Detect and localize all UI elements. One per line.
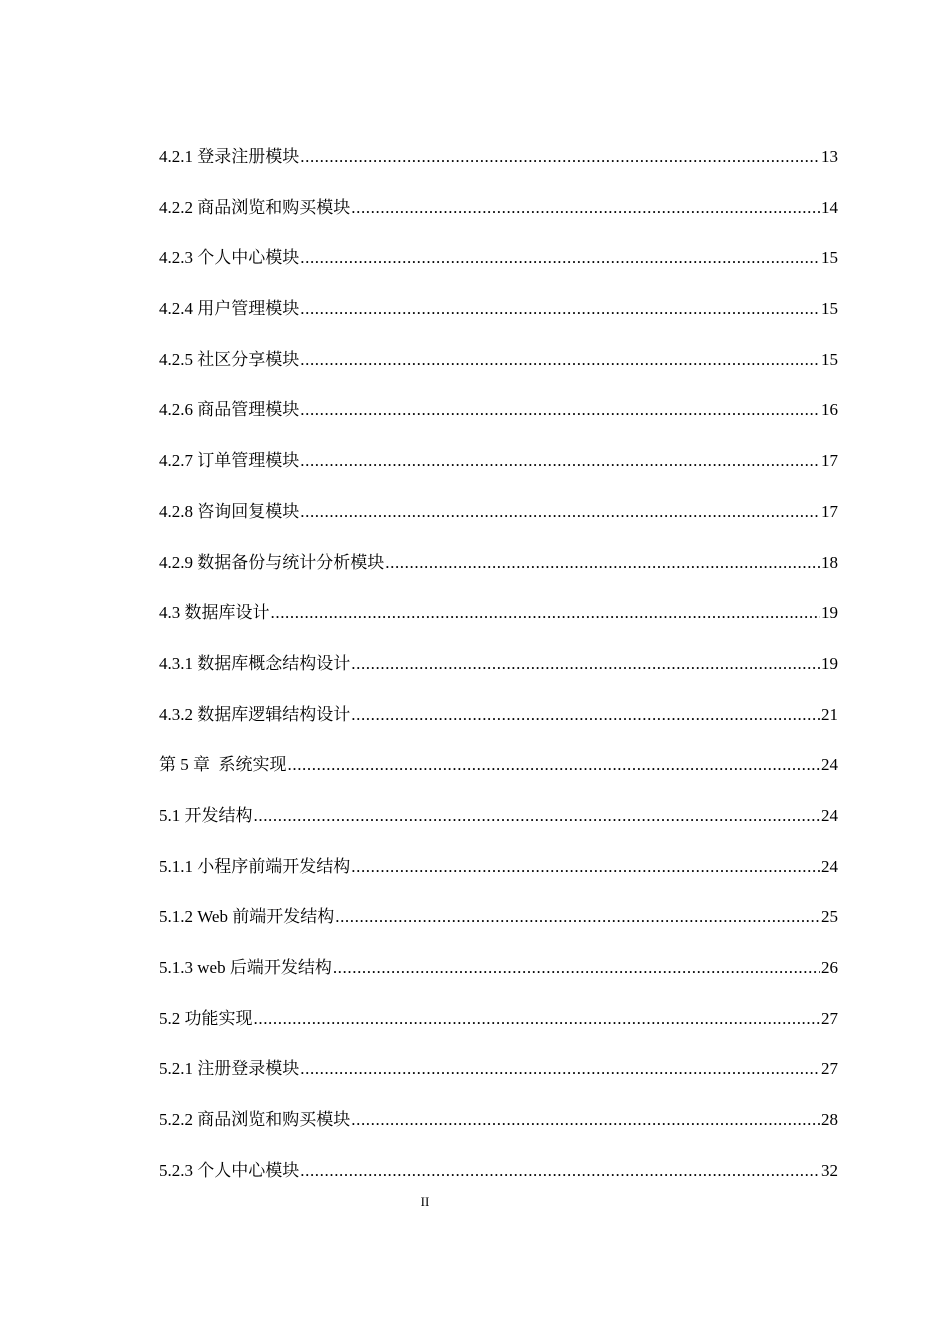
toc-dot-leader [300, 1052, 820, 1086]
toc-entry-page: 17 [821, 451, 838, 471]
toc-dot-leader [300, 343, 820, 377]
toc-entry-number: 5.2.3 [159, 1160, 198, 1180]
toc-dot-leader [351, 191, 820, 225]
toc-entry[interactable] [159, 241, 838, 292]
toc-dot-leader [254, 799, 821, 833]
toc-entry[interactable] [159, 1103, 838, 1154]
toc-entry-number: 4.2.2 [159, 197, 198, 217]
table-of-contents [159, 140, 838, 1204]
toc-entry[interactable] [159, 546, 838, 597]
toc-entry-number: 4.2.7 [159, 451, 198, 471]
toc-entry-number: 4.2.1 [159, 147, 198, 166]
toc-entry-title: 功能实现 [184, 1008, 253, 1028]
toc-entry-page: 25 [821, 907, 838, 927]
toc-entry[interactable] [159, 698, 838, 749]
toc-entry-number: 5.2.1 [159, 1059, 198, 1079]
toc-entry-title: 数据备份与统计分析模块 [197, 552, 385, 572]
toc-entry-page: 24 [821, 805, 838, 825]
toc-entry[interactable] [159, 647, 838, 698]
toc-entry-number: 5.1.3 [159, 958, 198, 977]
toc-entry-number: 5.2.2 [159, 1110, 198, 1130]
toc-entry-title: web 后端开发结构 [197, 958, 332, 977]
toc-entry[interactable] [159, 191, 838, 242]
toc-entry[interactable] [159, 900, 838, 951]
toc-dot-leader [351, 647, 820, 681]
toc-entry[interactable] [159, 1052, 838, 1103]
toc-entry-number: 4.2.6 [159, 400, 198, 420]
toc-entry-title: 个人中心模块 [197, 248, 300, 268]
toc-entry-page: 19 [821, 603, 838, 623]
toc-entry-number: 4.3 [159, 603, 185, 623]
toc-entry-page: 21 [821, 704, 838, 724]
toc-dot-leader [385, 546, 820, 580]
toc-entry-page: 13 [821, 147, 838, 166]
toc-entry-title: 数据库概念结构设计 [197, 653, 351, 673]
toc-entry[interactable] [159, 596, 838, 647]
page-number: II [420, 1194, 430, 1209]
toc-entry-page: 27 [821, 1008, 838, 1028]
toc-dot-leader [351, 1103, 820, 1137]
toc-entry-page: 27 [821, 1059, 838, 1079]
toc-dot-leader [254, 1002, 821, 1036]
toc-entry-title: 数据库逻辑结构设计 [197, 704, 351, 724]
toc-entry-page: 24 [821, 856, 838, 876]
toc-entry[interactable] [159, 393, 838, 444]
toc-entry[interactable] [159, 951, 838, 1002]
toc-entry-number: 5.1.2 [159, 907, 198, 927]
toc-dot-leader [300, 1154, 820, 1188]
toc-entry-page: 19 [821, 653, 838, 673]
toc-entry-number: 4.2.9 [159, 552, 198, 572]
toc-entry-number: 5.2 [159, 1008, 185, 1028]
toc-entry-page: 24 [821, 755, 838, 775]
toc-entry-number: 5.1 [159, 805, 185, 825]
toc-entry[interactable] [159, 799, 838, 850]
toc-dot-leader [300, 444, 820, 478]
toc-dot-leader [271, 596, 821, 630]
toc-entry[interactable] [159, 292, 838, 343]
toc-entry-title: Web 前端开发结构 [197, 907, 335, 927]
toc-entry-title: 数据库设计 [184, 603, 270, 623]
toc-dot-leader [351, 850, 820, 884]
toc-entry-page: 16 [821, 400, 838, 420]
toc-entry-number: 4.2.5 [159, 349, 198, 369]
toc-dot-leader [300, 495, 820, 529]
toc-entry-title: 个人中心模块 [197, 1160, 300, 1180]
toc-entry-title: 订单管理模块 [197, 451, 300, 471]
toc-entry-title: 注册登录模块 [197, 1059, 300, 1079]
toc-entry-title: 商品浏览和购买模块 [197, 1110, 351, 1130]
toc-entry-number: 第 5 章 [159, 755, 219, 775]
toc-dot-leader [335, 900, 820, 934]
toc-dot-leader [300, 140, 820, 174]
toc-entry-title: 社区分享模块 [197, 349, 300, 369]
toc-entry-page: 15 [821, 299, 838, 319]
toc-entry-title: 用户管理模块 [197, 299, 300, 319]
toc-entry[interactable] [159, 343, 838, 394]
toc-entry-title: 咨询回复模块 [197, 501, 300, 521]
toc-entry-page: 18 [821, 552, 838, 572]
toc-dot-leader [351, 698, 820, 732]
toc-entry-title: 小程序前端开发结构 [197, 856, 351, 876]
toc-entry-number: 4.2.8 [159, 501, 198, 521]
toc-entry-number: 5.1.1 [159, 856, 198, 876]
toc-entry-title: 开发结构 [184, 805, 253, 825]
toc-entry-number: 4.3.1 [159, 653, 198, 673]
toc-entry-page: 15 [821, 349, 838, 369]
toc-entry[interactable] [159, 748, 838, 799]
toc-entry-page: 14 [821, 197, 838, 217]
toc-dot-leader [300, 241, 820, 275]
toc-dot-leader [333, 951, 820, 985]
toc-entry[interactable] [159, 444, 838, 495]
toc-entry[interactable] [159, 850, 838, 901]
toc-dot-leader [300, 292, 820, 326]
toc-entry-title: 登录注册模块 [197, 147, 300, 166]
toc-entry-title: 系统实现 [218, 755, 287, 775]
toc-entry[interactable] [159, 140, 838, 191]
toc-entry[interactable] [159, 495, 838, 546]
toc-entry-page: 32 [821, 1160, 838, 1180]
toc-entry[interactable] [159, 1002, 838, 1053]
toc-entry-title: 商品管理模块 [197, 400, 300, 420]
toc-entry-page: 15 [821, 248, 838, 268]
toc-entry-number: 4.2.4 [159, 299, 198, 319]
toc-entry-page: 26 [821, 958, 838, 977]
toc-entry-page: 17 [821, 501, 838, 521]
toc-dot-leader [300, 393, 820, 427]
toc-entry-page: 28 [821, 1110, 838, 1130]
toc-entry-number: 4.3.2 [159, 704, 198, 724]
toc-entry-number: 4.2.3 [159, 248, 198, 268]
toc-dot-leader [288, 748, 821, 782]
toc-entry-title: 商品浏览和购买模块 [197, 197, 351, 217]
